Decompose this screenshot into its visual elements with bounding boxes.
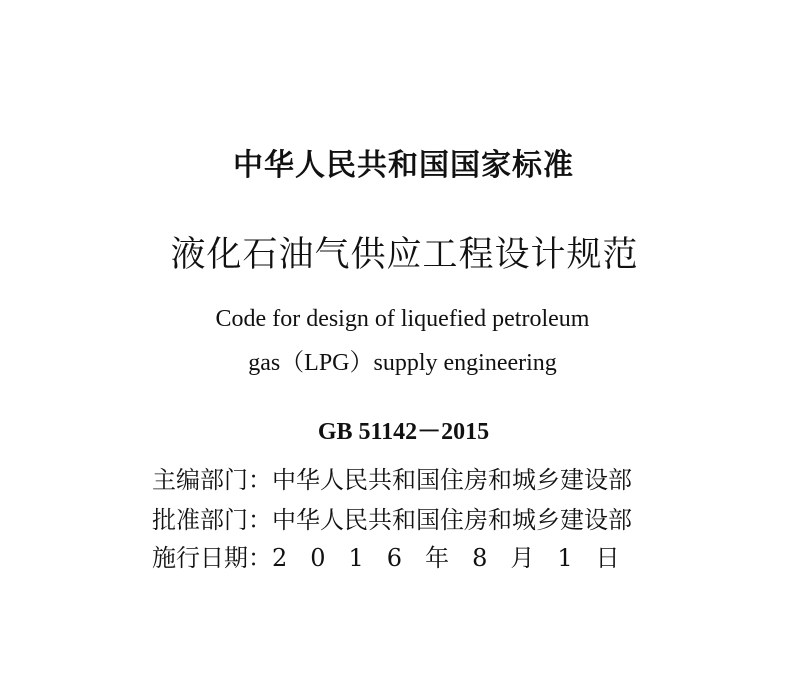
approver-department-value: 中华人民共和国住房和城乡建设部 [272,506,632,534]
effective-date-value: 2016年8月1日 [272,544,643,572]
effective-date-label: 施行日期： [152,544,272,572]
standard-number: GB 51142－2015 [317,419,490,445]
effective-date-row [152,538,643,573]
editor-department-label: 主编部门： [152,466,272,494]
title-english-line-1: Code for design of liquefied petroleum [215,306,590,332]
approver-department-label: 批准部门： [152,506,272,534]
editor-department-row [152,460,632,495]
standard-type: 中华人民共和国国家标准 [233,148,574,183]
title-chinese: 液化石油气供应工程设计规范 [170,235,639,275]
editor-department-value: 中华人民共和国住房和城乡建设部 [272,466,632,494]
title-english-line-2: gas（LPG）supply engineering [248,350,557,376]
approver-department-row [152,500,632,535]
